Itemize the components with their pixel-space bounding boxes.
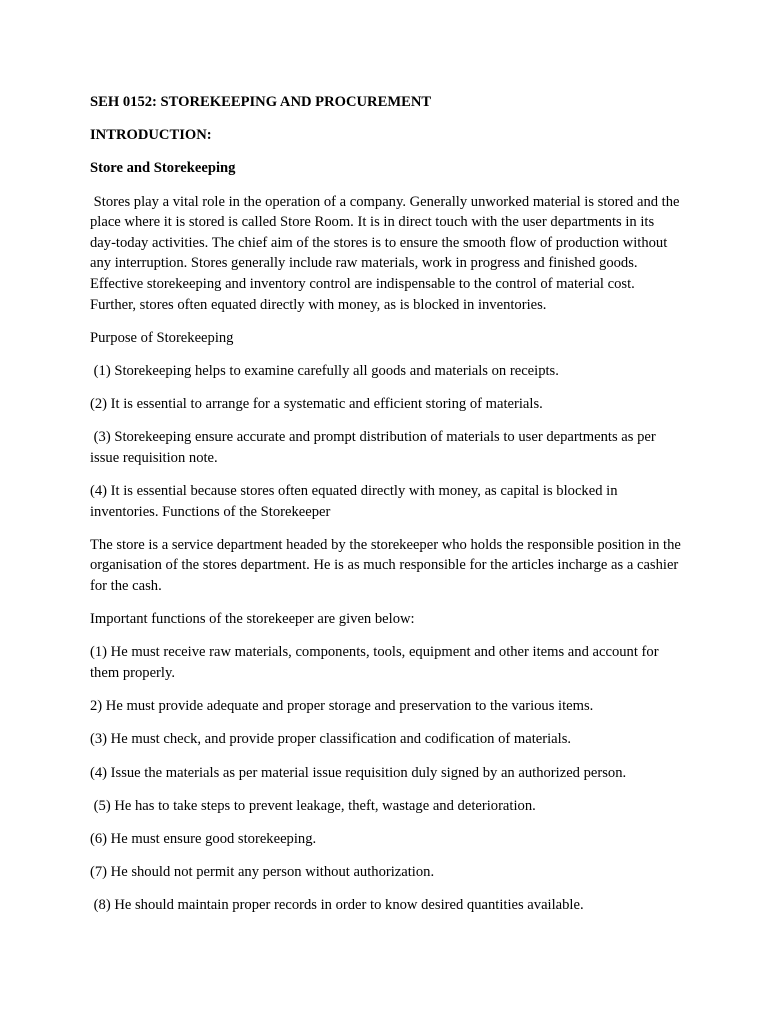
function-item: (7) He should not permit any person without authorization. bbox=[90, 864, 435, 881]
purpose-item: (1) Storekeeping helps to examine carefully all goods and materials on receipts. bbox=[90, 362, 559, 379]
function-item: (1) He must receive raw materials, components, tools, equipment and other items and account for them properly. bbox=[90, 644, 663, 681]
section-heading: Store and Storekeeping bbox=[90, 160, 236, 177]
course-title: SEH 0152: STOREKEEPING AND PROCUREMENT bbox=[90, 94, 432, 110]
purpose-item: (2) It is essential to arrange for a systematic and efficient storing of materials. bbox=[90, 396, 543, 413]
function-item: (8) He should maintain proper records in order to know desired quantities available. bbox=[90, 897, 584, 914]
purpose-heading: Purpose of Storekeeping bbox=[90, 329, 234, 346]
intro-paragraph: Stores play a vital role in the operation of a company. Generally unworked material is stored and the place where it is stored is called Store Room. It is in direct touch with the user departments in its day-today activities. The chief aim of the stores is to ensure the smooth flow of production without any interruption. Stores generally include raw materials, work in progress and finished goods. Effective storekeeping and inventory control are indispensable to the control of material cost. Further, stores often equated directly with money, as is blocked in inventories. bbox=[90, 193, 684, 313]
function-item: (5) He has to take steps to prevent leakage, theft, wastage and deterioration. bbox=[90, 797, 536, 814]
introduction-heading: INTRODUCTION: bbox=[90, 127, 212, 144]
function-item: (6) He must ensure good storekeeping. bbox=[90, 830, 317, 847]
function-item: (3) He must check, and provide proper classification and codification of materials. bbox=[90, 731, 572, 748]
function-item: 2) He must provide adequate and proper storage and preservation to the various items. bbox=[90, 698, 594, 715]
purpose-item: (3) Storekeeping ensure accurate and prompt distribution of materials to user departments as per issue requisition note. bbox=[90, 429, 660, 466]
document-page bbox=[90, 92, 682, 929]
storekeeper-paragraph: The store is a service department headed by the storekeeper who holds the responsible position in the organisation of the stores department. He is as much responsible for the articles incharge as a cashier for the cash. bbox=[90, 536, 681, 595]
functions-intro: Important functions of the storekeeper are given below: bbox=[90, 611, 415, 628]
purpose-item: (4) It is essential because stores often equated directly with money, as capital is blocked in inventories. Functions of the Storekeeper bbox=[90, 483, 622, 520]
function-item: (4) Issue the materials as per material issue requisition duly signed by an authorized person. bbox=[90, 764, 627, 781]
